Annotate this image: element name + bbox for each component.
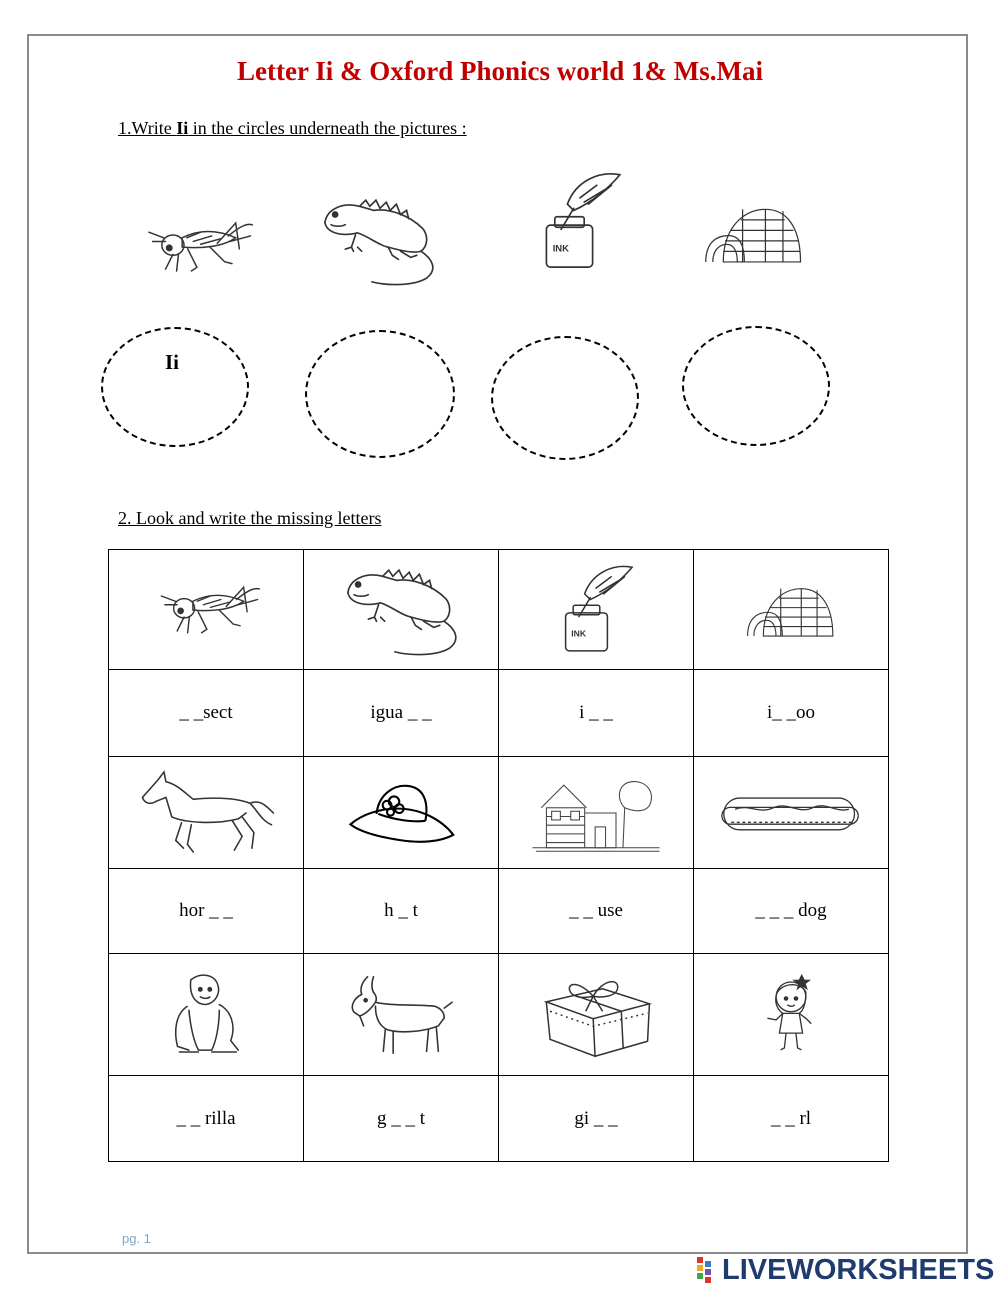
picture-cell	[694, 954, 889, 1076]
picture-cell	[304, 757, 499, 869]
ink-bottle-image	[538, 170, 622, 274]
picture-cell	[109, 954, 304, 1076]
word-cell[interactable]: _ _ rilla	[109, 1076, 304, 1162]
word-row	[109, 670, 889, 757]
picture-cell	[499, 550, 694, 670]
answer-circle-3[interactable]	[491, 336, 639, 460]
house-image	[514, 773, 678, 853]
gorilla-image	[168, 972, 244, 1058]
worksheet-title: Letter Ii & Oxford Phonics world 1& Ms.Mai	[237, 56, 763, 86]
page-number: pg. 1	[122, 1231, 151, 1246]
igloo-image	[746, 580, 836, 640]
word-cell[interactable]: _ _ rl	[694, 1076, 889, 1162]
picture-cell	[304, 954, 499, 1076]
word-cell[interactable]: _ _sect	[109, 670, 304, 757]
picture-row	[109, 550, 889, 670]
horse-image	[136, 770, 276, 856]
liveworksheets-logo-text: LIVEWORKSHEETS	[722, 1254, 995, 1286]
picture-row	[109, 757, 889, 869]
word-row	[109, 1076, 889, 1162]
word-row	[109, 869, 889, 954]
word-cell[interactable]: _ _ _ dog	[694, 869, 889, 954]
word-cell[interactable]: igua _ _	[304, 670, 499, 757]
hat-image	[345, 779, 457, 847]
word-cell[interactable]: gi _ _	[499, 1076, 694, 1162]
ink-bottle-image	[558, 564, 634, 656]
picture-cell	[304, 550, 499, 670]
answer-circle-1-text: Ii	[165, 350, 180, 374]
picture-cell	[109, 550, 304, 670]
answer-circle-1[interactable]	[101, 327, 249, 447]
instruction-1-suffix: in the circles underneath the pictures :	[188, 118, 467, 138]
liveworksheets-logo[interactable]	[697, 1254, 994, 1287]
picture-cell	[694, 757, 889, 869]
instruction-2: 2. Look and write the missing letters	[118, 508, 382, 528]
picture-cell	[694, 550, 889, 670]
hot-dog-image	[718, 785, 864, 841]
word-cell[interactable]: g _ _ t	[304, 1076, 499, 1162]
girl-image	[758, 968, 824, 1062]
answer-circle-4[interactable]	[682, 326, 830, 446]
instruction-1	[118, 118, 467, 139]
cricket-insect-image	[147, 575, 265, 645]
word-cell[interactable]: h _ t	[304, 869, 499, 954]
instruction-1-prefix: 1.Write	[118, 118, 177, 138]
iguana-image	[331, 562, 471, 658]
iguana-image	[308, 192, 448, 288]
igloo-image	[704, 200, 804, 266]
picture-cell	[109, 757, 304, 869]
picture-row	[109, 954, 889, 1076]
word-cell[interactable]: i_ _oo	[694, 670, 889, 757]
answer-circle-2[interactable]	[305, 330, 455, 458]
word-cell[interactable]: hor _ _	[109, 869, 304, 954]
missing-letters-table	[108, 549, 889, 1162]
word-cell[interactable]: i _ _	[499, 670, 694, 757]
cricket-insect-image	[136, 205, 256, 289]
instruction-1-bold: Ii	[176, 118, 189, 138]
gift-image	[534, 970, 658, 1060]
picture-cell	[499, 757, 694, 869]
picture-cell	[499, 954, 694, 1076]
liveworksheets-logo-icon	[697, 1257, 719, 1285]
goat-image	[346, 970, 456, 1060]
word-cell[interactable]: _ _ use	[499, 869, 694, 954]
